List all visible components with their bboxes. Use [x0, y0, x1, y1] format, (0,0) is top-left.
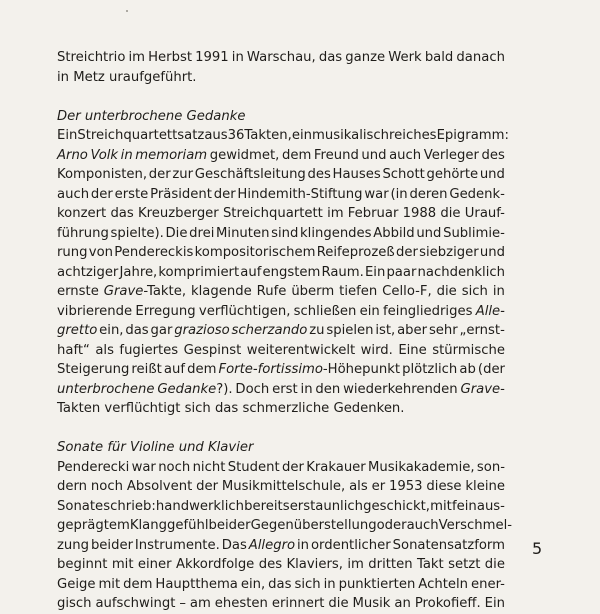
text-line: unterbrochene Gedanke?). Doch erst in den wiederkehrenden Grave- — [57, 381, 505, 397]
section-heading: Der unterbrochene Gedanke — [57, 108, 246, 124]
paragraph-gap — [57, 87, 505, 107]
text-line: konzert das Kreuzberger Streichquartett im Februar 1988 die Urauf- — [57, 206, 505, 221]
text-line: rung von Pendereckis kompositorischem Reifeprozeß der siebziger und — [57, 245, 505, 260]
text-line: auch der erste Präsident der Hindemith-Stiftung war (in deren Gedenk- — [57, 186, 505, 202]
text-line: gisch aufschwingt – am ehesten erinnert die Musik an Prokofieff. Ein — [57, 596, 505, 611]
text-line: zung beider Instrumente. Das Allegro in ordentlicher Sonatensatzform — [57, 537, 505, 553]
text-line: Ein Streichquartettsatz aus 36 Takten, ein musikalisch reiches Epigramm: — [57, 128, 509, 143]
text-line: Streichtrio im Herbst 1991 in Warschau, das ganze Werk bald danach — [57, 50, 505, 65]
text-line: führung spielte). Die drei Minuten sind klingendes Abbild und Sublimie- — [57, 225, 505, 241]
section-heading: Sonate für Violine und Klavier — [57, 440, 254, 455]
body-text — [57, 48, 513, 614]
text-line: ernste Grave-Takte, klagende Rufe überm tiefen Cello-F, die sich in — [57, 284, 505, 299]
text-line: geprägtem Klanggefühl bei der Gegenüberstellung oder auch Verschmel- — [57, 518, 513, 533]
text-line: haft“ als fugiertes Gespinst weiterentwickelt wird. Eine stürmische — [57, 342, 505, 358]
text-line: Penderecki war noch nicht Student der Krakauer Musikakademie, son- — [57, 459, 505, 475]
text-line: Steigerung reißt auf dem Forte-fortissimo-Höhepunkt plötzlich ab (der — [57, 362, 505, 377]
paragraph-gap — [57, 419, 505, 439]
text-line: Komponisten, der zur Geschäftsleitung des Hauses Schott gehörte und — [57, 167, 505, 182]
text-line: beginnt mit einer Akkordfolge des Klaviers, im dritten Takt setzt die — [57, 557, 505, 572]
page-number: 5 — [532, 539, 543, 558]
text-line: Geige mit dem Hauptthema ein, das sich in punktierten Achteln ener- — [57, 576, 505, 592]
text-line: achtziger Jahre, komprimiert auf engstem Raum. Ein paar nachdenklich — [57, 264, 505, 280]
text-line: dern noch Absolvent der Musikmittelschule, als er 1953 diese kleine — [57, 479, 505, 494]
text-line: vibrierende Erregung verflüchtigen, schließen ein feingliedriges Alle- — [57, 303, 505, 319]
text-line: in Metz uraufgeführt. — [57, 69, 197, 85]
text-line: Takten verflüchtigt sich das schmerzliche Gedenken. — [57, 401, 405, 416]
paper-speck — [126, 10, 128, 12]
text-line: Arno Volk in memoriam gewidmet, dem Freund und auch Verleger des — [57, 147, 505, 163]
text-line: Sonate schrieb: handwerklich bereits erstaunlich geschickt, mit fein aus- — [57, 498, 505, 514]
text-line: gretto ein, das gar grazioso scherzando zu spielen ist, aber sehr „ernst- — [57, 323, 505, 338]
